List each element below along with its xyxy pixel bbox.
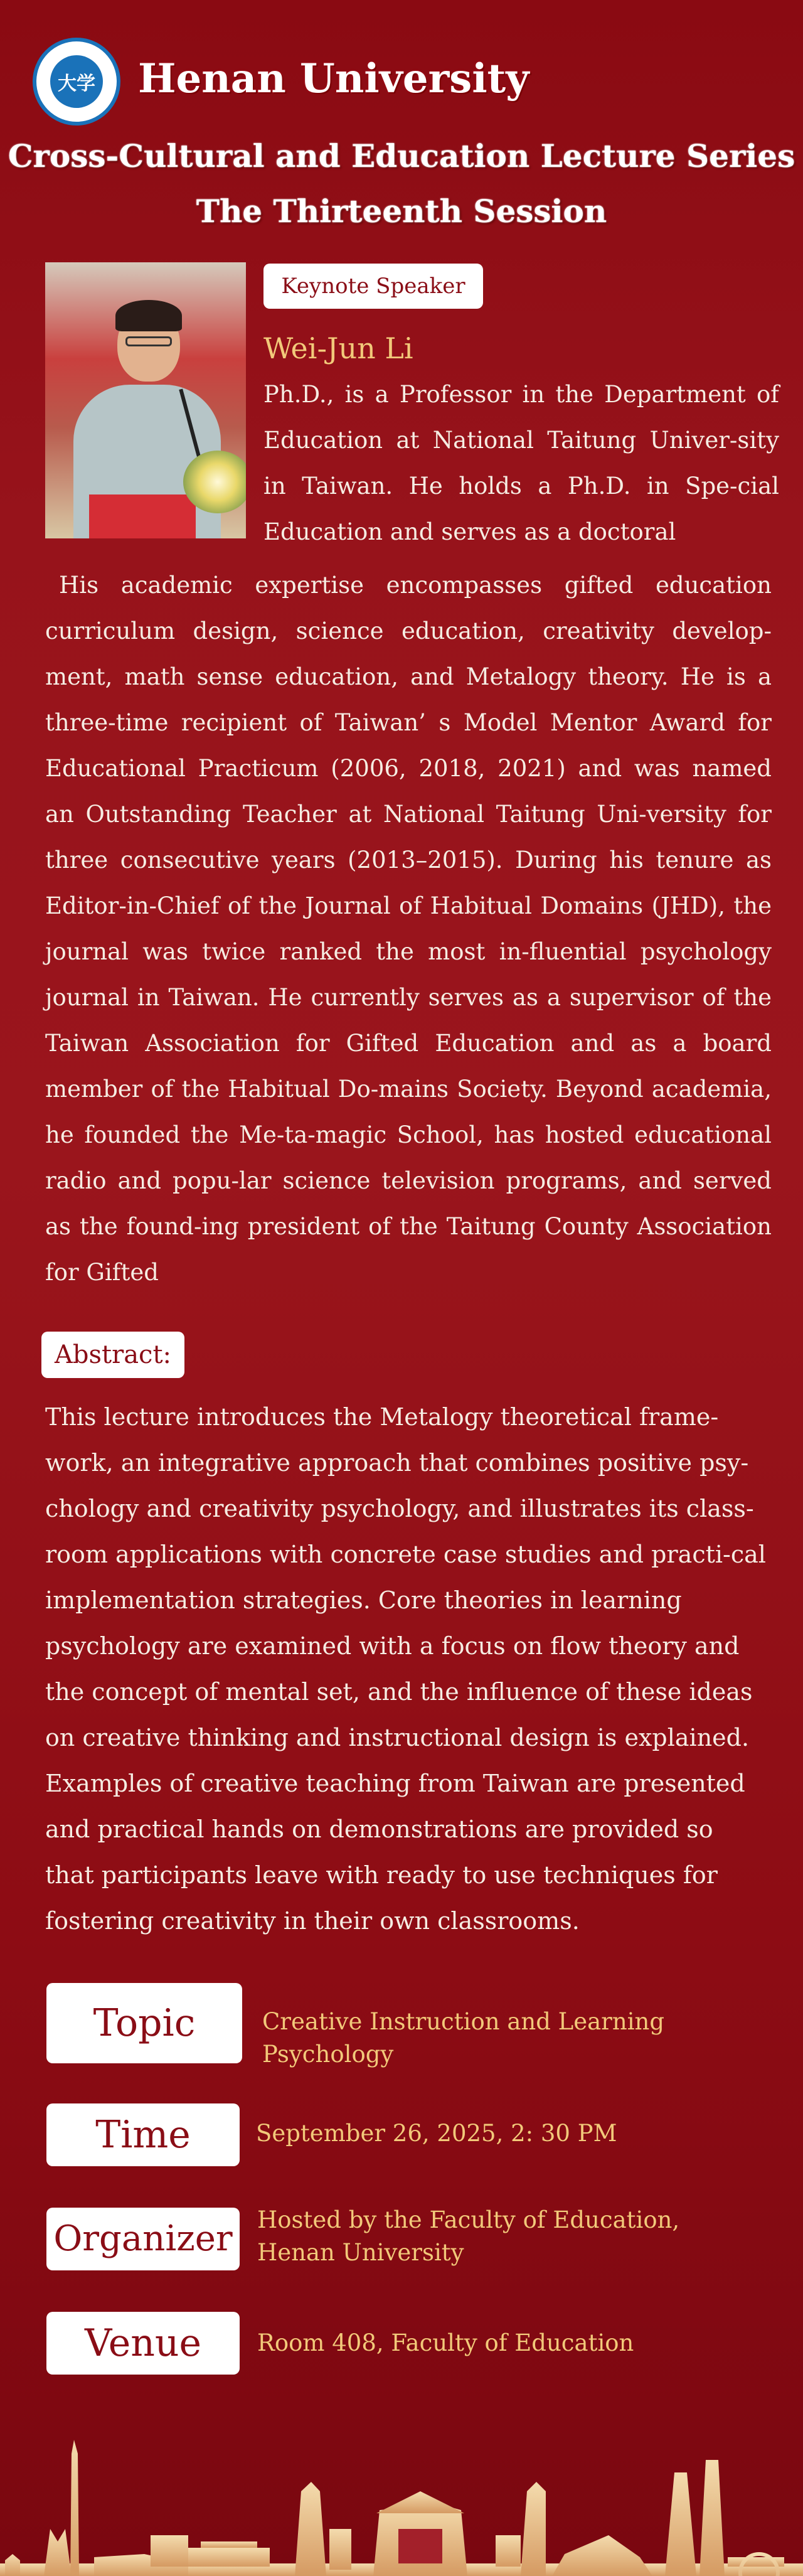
speaker-bio-details: His academic expertise encompasses gifted education curriculum design, science education, creativity develop-ment, math sense education, and Metalogy theory. He is a three-time recipient of Taiwan’ s Model Mentor Award for Educational Practicum (2006, 2018, 2021) and was named an Outstanding Teacher at National Taitung Uni-versity for three consecutive years (2013–2015). During his tenure as Editor-in-Chief of the Journal of Habitual Domains (JHD), the journal was twice ranked the most in-fluential psychology journal in Taiwan. He currently serves as a supervisor of the Taiwan Association for Gifted Education and as a board member of the Habitual Do-mains Society. Beyond academia, he founded the Me-ta-magic School, has hosted educational radio and popu-lar science television programs, and served as the found-ing president of the Taitung County Association for Gifted <box>45 572 772 1286</box>
abstract-badge: Abstract: <box>41 1332 184 1378</box>
venue-value: Room 408, Faculty of Education <box>257 2329 634 2356</box>
organizer-value-line2: Henan University <box>257 2239 464 2266</box>
speaker-photo <box>45 262 246 538</box>
city-skyline-illustration <box>0 2435 803 2576</box>
university-name: Henan University <box>138 55 529 102</box>
time-value: September 26, 2025, 2: 30 PM <box>256 2120 617 2147</box>
lecture-series-title <box>0 129 803 239</box>
venue-label: Venue <box>46 2312 240 2375</box>
organizer-value <box>257 2204 679 2269</box>
organizer-label: Organizer <box>46 2208 240 2270</box>
speaker-bio-intro: Ph.D., is a Professor in the Department of Education at National Taitung Univer-sity in Taiwan. He holds a Ph.D. in Spe-cial Education and serves as a doctoral <box>263 381 779 545</box>
university-logo <box>33 38 120 126</box>
series-title-line1: Cross-Cultural and Education Lecture Series <box>8 137 795 174</box>
organizer-value-line1: Hosted by the Faculty of Education, <box>257 2206 680 2233</box>
time-label: Time <box>46 2103 240 2166</box>
logo-emblem: 大学 <box>50 55 103 108</box>
keynote-speaker-badge: Keynote Speaker <box>263 264 483 309</box>
topic-value: Creative Instruction and Learning Psychology <box>262 2008 665 2068</box>
speaker-name: Wei-Jun Li <box>263 331 413 365</box>
abstract-text: This lecture introduces the Metalogy theoretical frame-work, an integrative approach that combines positive psy-chology and creativity psychology, and illustrates its class-room applications with concrete case studies and practi-cal implementation strategies. Core theories in learning psychology are examined with a focus on flow theory and the concept of mental set, and the influence of these ideas on creative thinking and instructional design is explained. Examples of creative teaching from Taiwan are presented and practical hands on demonstrations are provided so that participants leave with ready to use techniques for fostering creativity in their own classrooms. <box>45 1403 766 1935</box>
series-title-line2: The Thirteenth Session <box>196 193 607 230</box>
topic-label: Topic <box>46 1983 242 2063</box>
